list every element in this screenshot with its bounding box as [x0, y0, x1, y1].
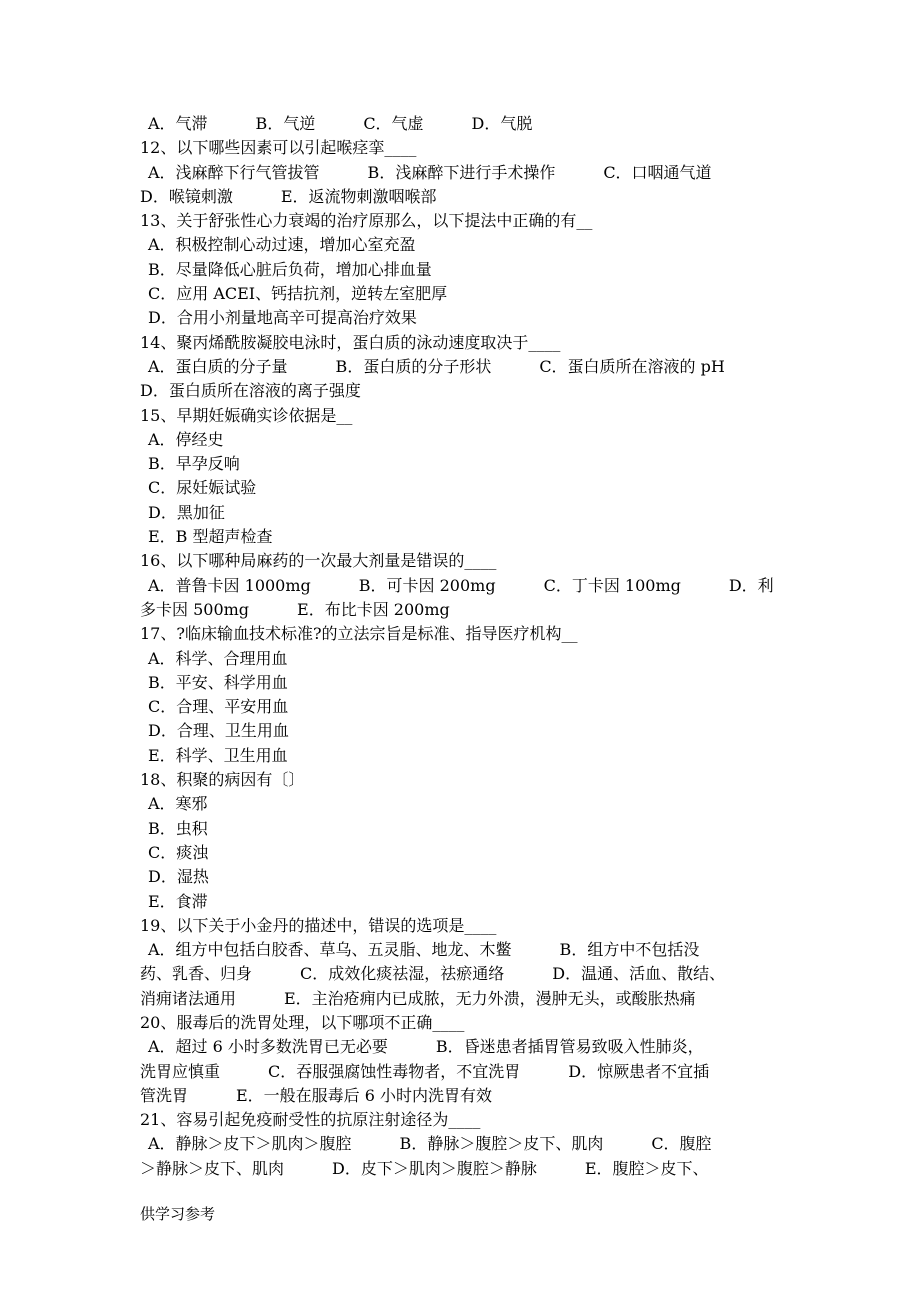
text-line: A．蛋白质的分子量 B．蛋白质的分子形状 C．蛋白质所在溶液的 pH [148, 356, 725, 376]
text-line: 14、聚丙烯酰胺凝胶电泳时，蛋白质的泳动速度取决于____ [140, 332, 561, 352]
text-line: B．平安、科学用血 [148, 672, 288, 692]
text-line: D．黑加征 [148, 502, 225, 522]
text-line: D．喉镜刺激 E．返流物刺激咽喉部 [140, 186, 437, 206]
text-line: C．尿妊娠试验 [148, 478, 257, 498]
text-line: D．蛋白质所在溶液的离子强度 [140, 381, 361, 401]
text-line: E．食滞 [148, 891, 208, 911]
text-line: 20、服毒后的洗胃处理，以下哪项不正确____ [140, 1012, 465, 1032]
text-line: 消痈诸法通用 E．主治疮痈内已成脓，无力外溃，漫肿无头，或酸胀热痛 [140, 988, 696, 1008]
text-line: 药、乳香、归身 C．成效化痰祛湿，祛瘀通络 D．温通、活血、散结、 [140, 964, 726, 984]
text-line: A．寒邪 [148, 794, 208, 814]
text-line: C．合理、平安用血 [148, 697, 289, 717]
text-line: 管洗胃 E．一般在服毒后 6 小时内洗胃有效 [140, 1085, 493, 1105]
text-line: A．科学、合理用血 [148, 648, 288, 668]
text-line: C．应用 ACEI、钙拮抗剂，逆转左室肥厚 [148, 284, 448, 304]
text-line: ＞静脉＞皮下、肌肉 D．皮下＞肌肉＞腹腔＞静脉 E．腹腔＞皮下、 [140, 1158, 709, 1178]
document-body [140, 112, 780, 1181]
text-line: D．合用小剂量地高辛可提高治疗效果 [148, 308, 417, 328]
text-line: 19、以下关于小金丹的描述中，错误的选项是____ [140, 915, 497, 935]
text-line: 洗胃应慎重 C．吞服强腐蚀性毒物者，不宜洗胃 D．惊厥患者不宜插 [140, 1061, 710, 1081]
text-line: 17、?临床输血技术标准?的立法宗旨是标准、指导医疗机构__ [140, 624, 578, 644]
text-line: E．B 型超声检查 [148, 527, 273, 547]
page-footer: 供学习参考 [140, 1205, 216, 1223]
text-line: E．科学、卫生用血 [148, 745, 288, 765]
text-line: A．超过 6 小时多数洗胃已无必要 B．昏迷患者插胃管易致吸入性肺炎， [148, 1037, 704, 1057]
text-line: A．积极控制心动过速，增加心室充盈 [148, 235, 416, 255]
text-line: A．静脉＞皮下＞肌肉＞腹腔 B．静脉＞腹腔＞皮下、肌肉 C．腹腔 [148, 1134, 712, 1154]
text-line: D．湿热 [148, 867, 209, 887]
text-line: A．普鲁卡因 1000mg B．可卡因 200mg C．丁卡因 100mg D．利 [148, 575, 774, 595]
text-line: 13、关于舒张性心力衰竭的治疗原那么，以下提法中正确的有__ [140, 211, 593, 231]
text-line: D．合理、卫生用血 [148, 721, 289, 741]
text-line: A．浅麻醉下行气管拔管 B．浅麻醉下进行手术操作 C．口咽通气道 [148, 162, 712, 182]
text-line: A．气滞 B．气逆 C．气虚 D．气脱 [148, 114, 533, 133]
text-line: 18、积聚的病因有〔〕 [140, 770, 305, 790]
text-line: B．尽量降低心脏后负荷，增加心排血量 [148, 259, 432, 279]
text-line: 12、以下哪些因素可以引起喉痉挛____ [140, 138, 417, 158]
text-line: B．虫积 [148, 818, 208, 838]
text-line: A．组方中包括白胶香、草乌、五灵脂、地龙、木鳖 B．组方中不包括没 [148, 940, 700, 960]
text-line: B．早孕反响 [148, 454, 240, 474]
text-line: 多卡因 500mg E．布比卡因 200mg [140, 599, 450, 619]
text-line: 21、容易引起免疫耐受性的抗原注射途径为____ [140, 1110, 481, 1130]
text-line: 15、早期妊娠确实诊依据是__ [140, 405, 353, 425]
text-line: 16、以下哪种局麻药的一次最大剂量是错误的____ [140, 551, 497, 571]
text-line: C．痰浊 [148, 842, 209, 862]
text-line: A．停经史 [148, 429, 224, 449]
